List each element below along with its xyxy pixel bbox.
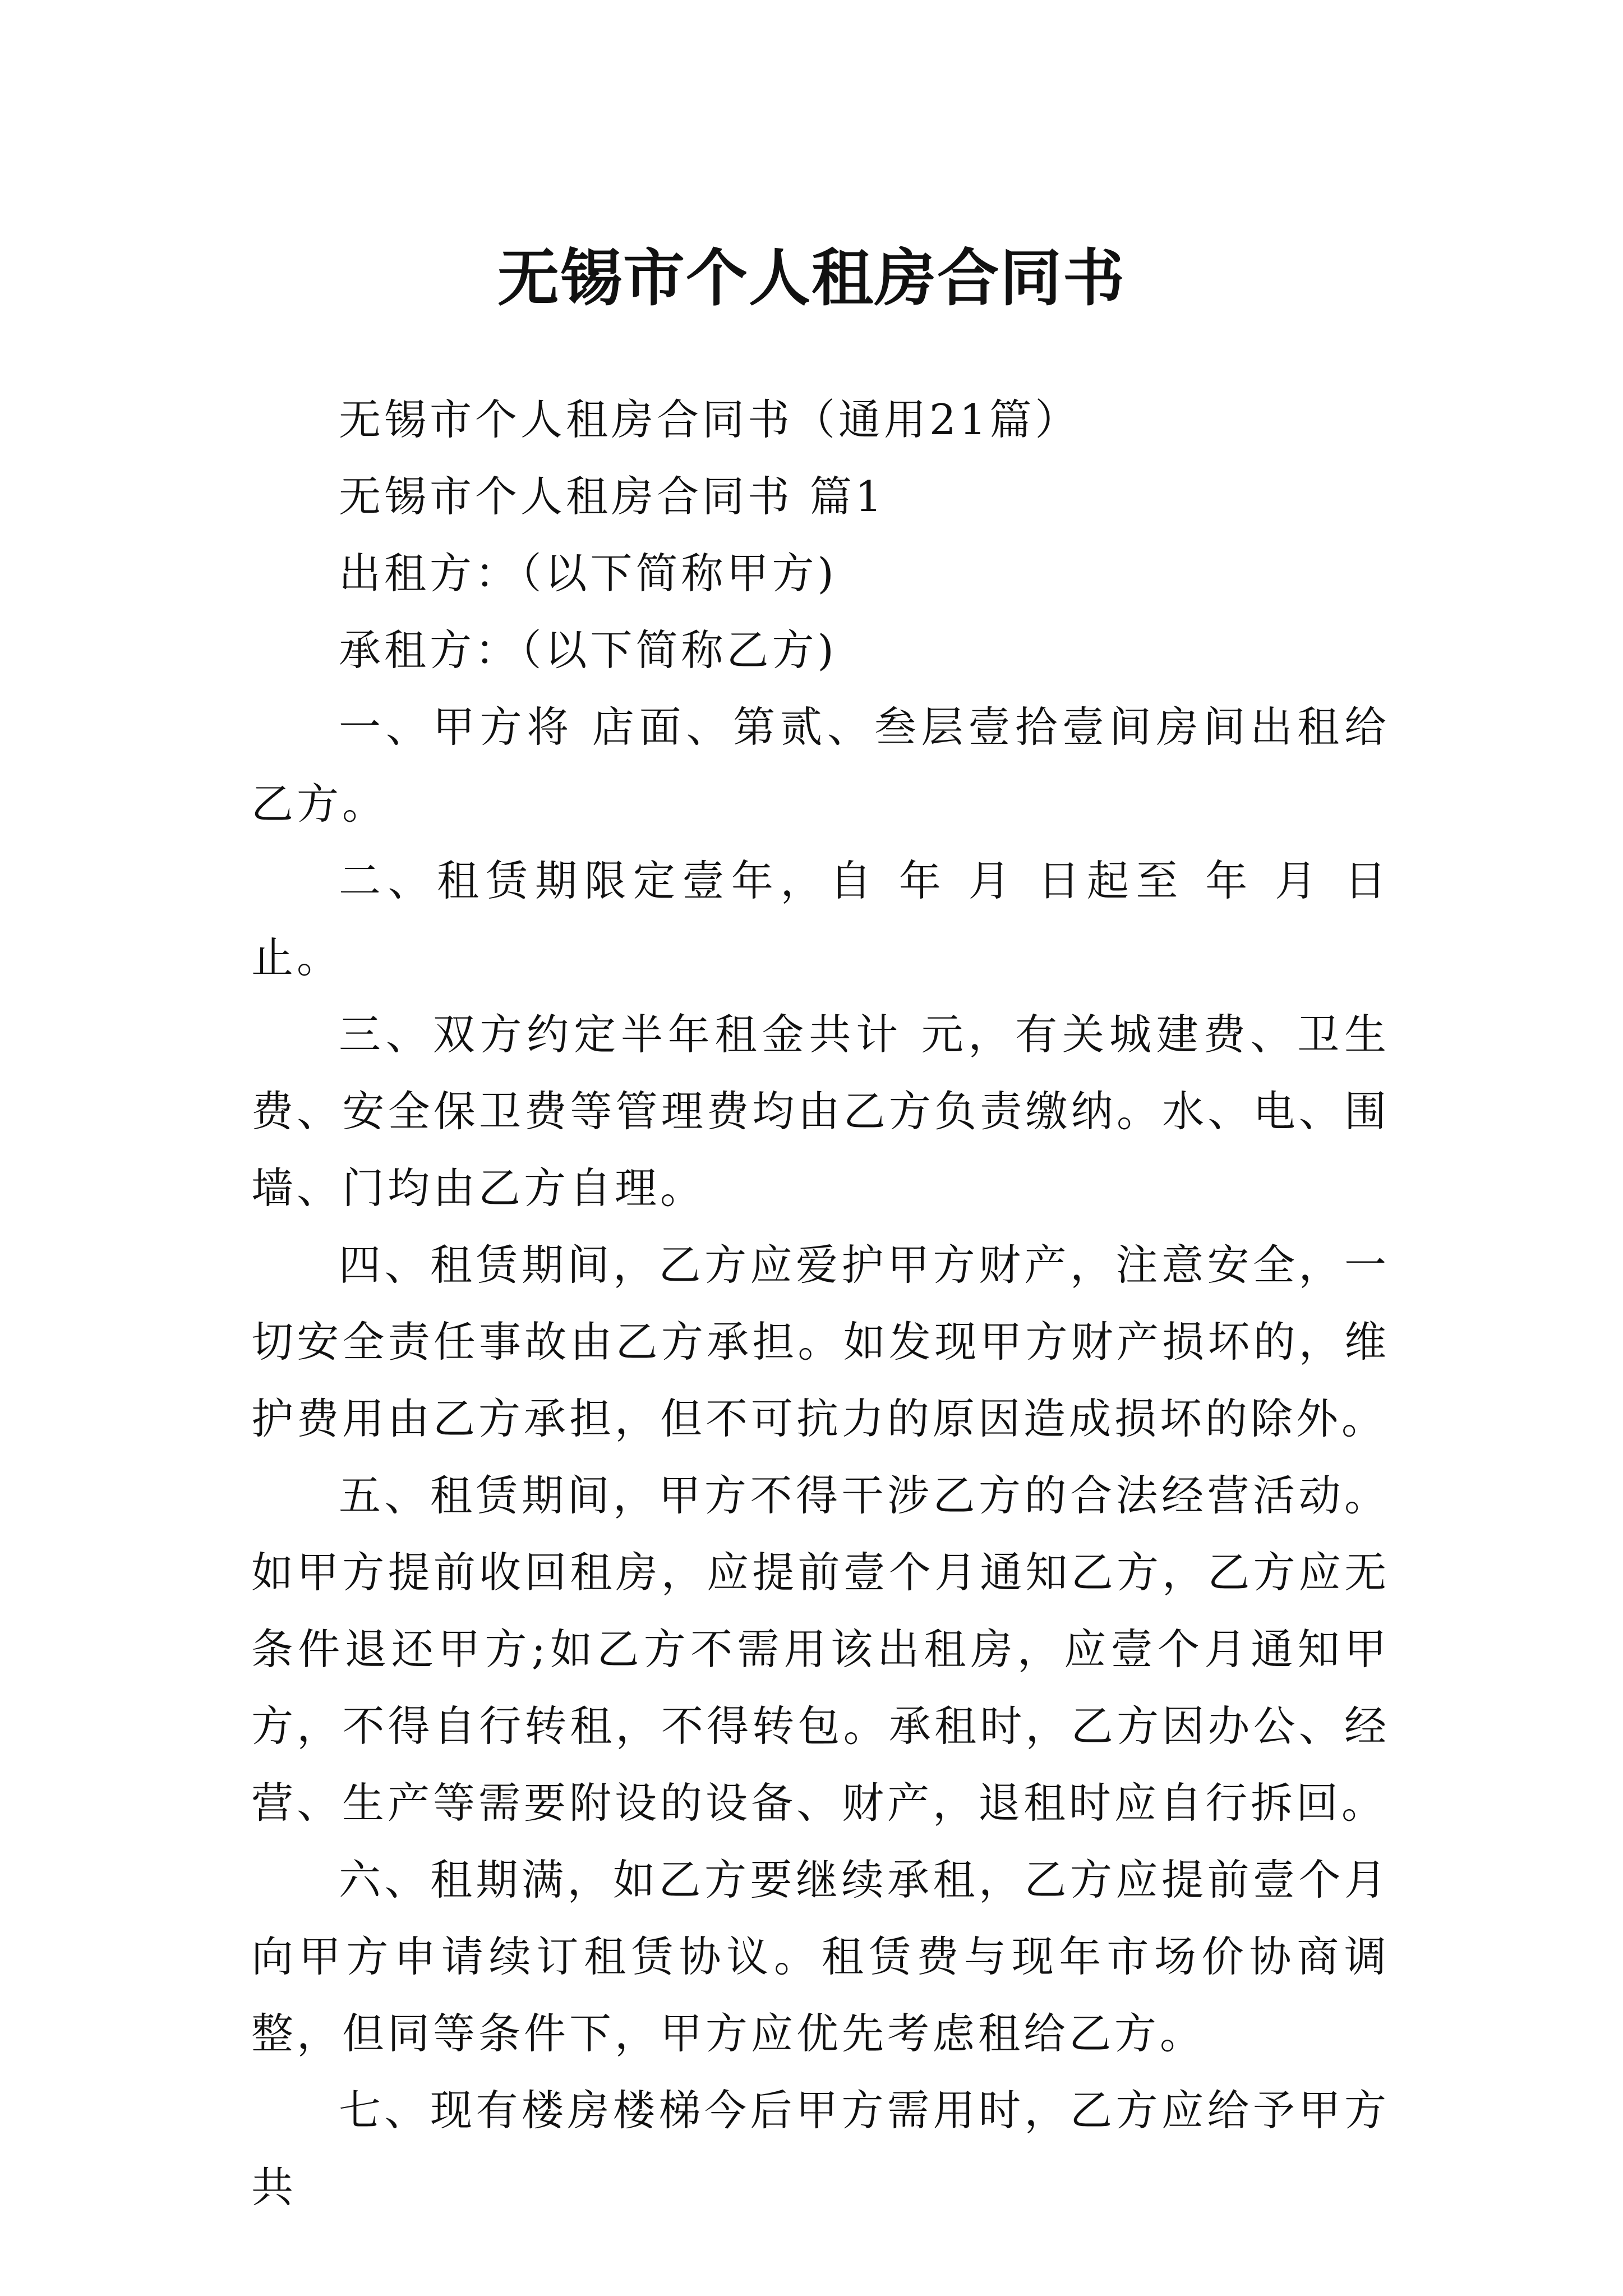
paragraph-section-heading: 无锡市个人租房合同书 篇1: [339, 472, 886, 521]
paragraph-clause-4: 四、租赁期间，乙方应爱护甲方财产，注意安全，一切安全责任事故由乙方承担。如发现甲方财产损坏的，维护费用由乙方承担，但不可抗力的原因造成损坏的除外。: [251, 1240, 1390, 1443]
paragraph-clause-6: 六、租期满，如乙方要继续承租，乙方应提前壹个月向甲方申请续订租赁协议。租赁费与现年市场价协商调整，但同等条件下，甲方应优先考虑租给乙方。: [251, 1855, 1390, 2058]
paragraph-lessee: 承租方：（以下简称乙方): [339, 625, 837, 675]
paragraph-clause-3: 三、双方约定半年租金共计 元，有关城建费、卫生费、安全保卫费等管理费均由乙方负责缴纳。水、电、围墙、门均由乙方自理。: [251, 1010, 1390, 1213]
document-body: [251, 381, 1390, 2226]
paragraph-clause-5: 五、租赁期间，甲方不得干涉乙方的合法经营活动。如甲方提前收回租房，应提前壹个月通知乙方，乙方应无条件退还甲方;如乙方不需用该出租房，应壹个月通知甲方，不得自行转租，不得转包。承租时，乙方因办公、经营、生产等需要附设的设备、财产，退租时应自行拆回。: [251, 1471, 1390, 1828]
paragraph-lessor: 出租方：（以下简称甲方): [339, 549, 837, 598]
paragraph-clause-2: 二、租赁期限定壹年，自 年 月 日起至 年 月 日止。: [251, 856, 1390, 982]
paragraph-clause-1: 一、甲方将 店面、第贰、叁层壹拾壹间房间出租给乙方。: [251, 702, 1390, 829]
paragraph-clause-7: 七、现有楼房楼梯今后甲方需用时，乙方应给予甲方共: [251, 2086, 1390, 2212]
paragraph-subtitle: 无锡市个人租房合同书（通用21篇）: [339, 395, 1081, 444]
document-title: 无锡市个人租房合同书: [497, 241, 1126, 314]
